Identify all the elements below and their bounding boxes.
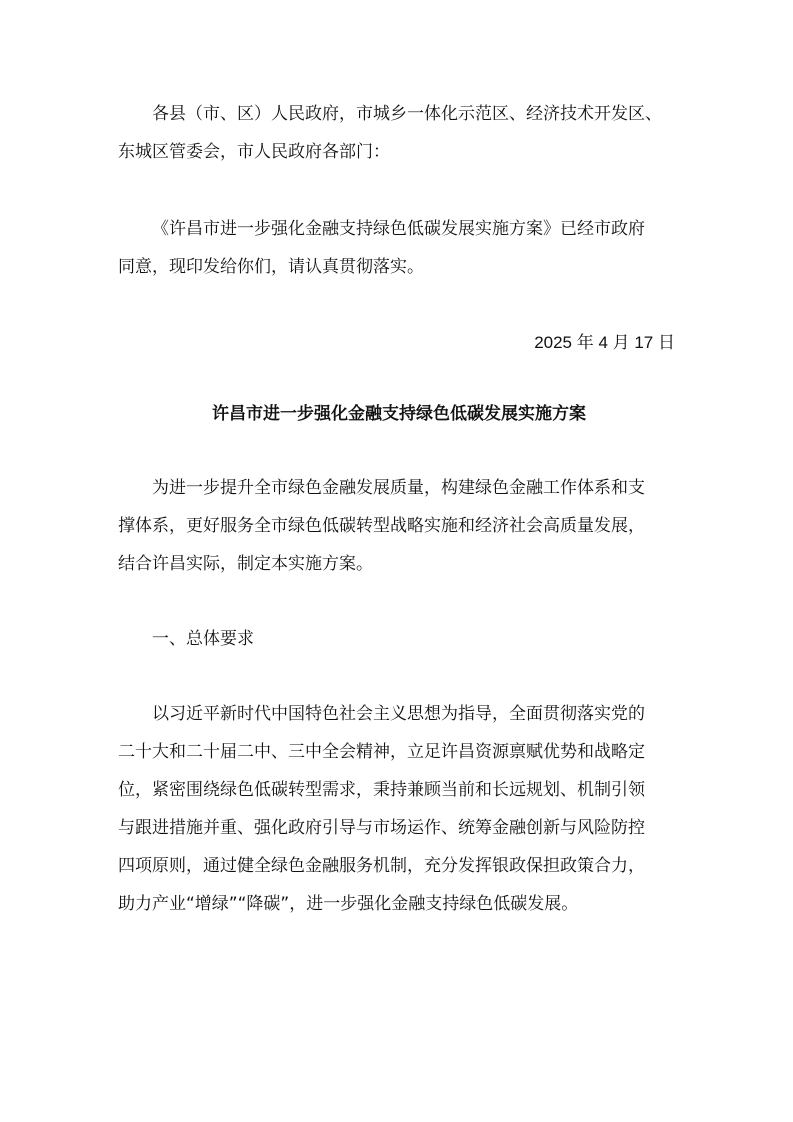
section-body-line: 助力产业“增绿”“降碳”，进一步强化金融支持绿色低碳发展。 <box>118 894 579 914</box>
salutation-line: 各县（市、区）人民政府，市城乡一体化示范区、经济技术开发区、 <box>152 104 662 124</box>
issue-date: 2025 年 4 月 17 日 <box>534 333 675 352</box>
section-heading-text: 一、总体要求 <box>152 629 254 649</box>
intro-line: 为进一步提升全市绿色金融发展质量，构建绿色金融工作体系和支 <box>152 478 645 498</box>
intro-line: 结合许昌实际，制定本实施方案。 <box>118 554 373 574</box>
intro-paragraph <box>118 469 680 583</box>
notice-paragraph <box>118 210 680 286</box>
section-body-line: 二十大和二十届二中、三中全会精神，立足许昌资源禀赋优势和战略定 <box>118 742 645 762</box>
intro-line: 撑体系，更好服务全市绿色低碳转型战略实施和经济社会高质量发展， <box>118 516 645 536</box>
section-body-line: 位，紧密围绕绿色低碳转型需求，秉持兼顾当前和长远规划、机制引领 <box>118 780 645 800</box>
section-body-line: 与跟进措施并重、强化政府引导与市场运作、统筹金融创新与风险防控 <box>118 818 645 838</box>
section-body-paragraph <box>118 695 680 923</box>
notice-line: 同意，现印发给你们，请认真贯彻落实。 <box>118 257 424 277</box>
salutation-paragraph <box>118 95 680 171</box>
document-title: 许昌市进一步强化金融支持绿色低碳发展实施方案 <box>212 404 586 424</box>
salutation-line: 东城区管委会，市人民政府各部门： <box>118 142 390 162</box>
notice-line: 《许昌市进一步强化金融支持绿色低碳发展实施方案》已经市政府 <box>152 219 645 239</box>
section-body-line: 以习近平新时代中国特色社会主义思想为指导，全面贯彻落实党的 <box>152 704 645 724</box>
section-body-line: 四项原则，通过健全绿色金融服务机制，充分发挥银政保担政策合力， <box>118 856 645 876</box>
section-heading <box>118 620 680 658</box>
